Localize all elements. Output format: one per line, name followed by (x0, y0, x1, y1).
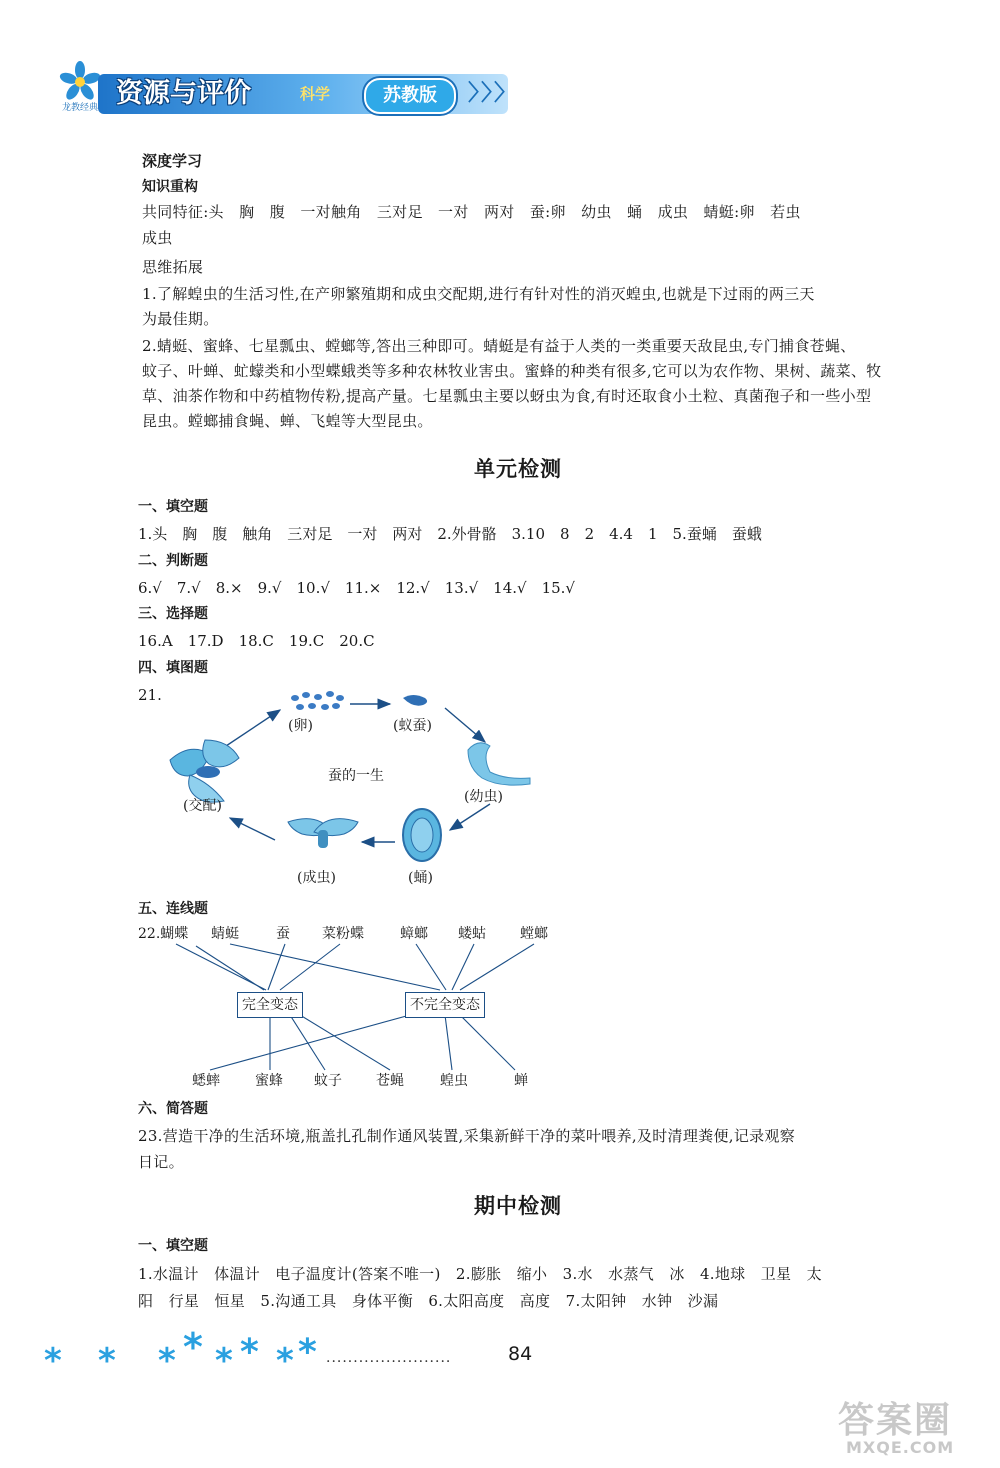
svg-text:*: * (240, 1332, 259, 1373)
midterm-title: 期中检测 (474, 1194, 562, 1218)
footer-dots: ······················· (326, 1354, 452, 1370)
q22-first-insect: 22.蝴蝶 (138, 926, 189, 942)
bottom-insect: 蜜蜂 (255, 1073, 283, 1089)
bottom-insect: 苍蝇 (376, 1073, 404, 1089)
arrows-decoration: 〉〉〉 (468, 81, 519, 106)
thinking-p2-line4: 昆虫。螳螂捕食蝇、蝉、飞蝗等大型昆虫。 (142, 412, 433, 430)
unit-s3-title: 三、选择题 (138, 606, 208, 622)
top-insect: 蝼蛄 (458, 926, 486, 942)
label-larva: (幼虫) (464, 789, 503, 805)
unit-s3-answer: 16.A 17.D 18.C 19.C 20.C (138, 632, 375, 650)
complete-metamorphosis-box: 完全变态 (237, 992, 303, 1018)
label-mating: (交配) (183, 798, 222, 814)
top-insect: 蟑螂 (400, 926, 428, 942)
knowledge-line-1: 共同特征:头 胸 腹 一对触角 三对足 一对 两对 蚕:卵 幼虫 蛹 成虫 蜻蜓:卵 若虫 (142, 203, 801, 221)
watermark-url: MXQE.COM (846, 1438, 955, 1457)
unit-s1-title: 一、填空题 (138, 499, 208, 515)
bottom-insect: 蝉 (514, 1073, 528, 1089)
label-pupa: (蛹) (408, 870, 433, 886)
thinking-p2-line1: 2.蜻蜓、蜜蜂、七星瓢虫、螳螂等,答出三种即可。蜻蜓是有益于人类的一类重要天敌昆虫,专门捕食苍蝇、 (142, 337, 856, 355)
book-title: 资源与评价 (116, 78, 251, 109)
thinking-p2-line2: 蚊子、叶蝉、虻蠓类和小型蝶蛾类等多种农林牧业害虫。蜜蜂的种类有很多,它可以为农作物、果树、蔬菜、牧 (142, 362, 882, 380)
incomplete-metamorphosis-box: 不完全变态 (405, 992, 485, 1018)
unit-s6-title: 六、简答题 (138, 1101, 208, 1117)
cycle-center-label: 蚕的一生 (328, 768, 384, 784)
unit-test-title: 单元检测 (474, 457, 562, 481)
thinking-p2-line3: 草、油茶作物和中药植物传粉,提高产量。七星瓢虫主要以蚜虫为食,有时还取食小土粒、真菌孢子和一些小型 (142, 387, 872, 405)
watermark-logo: 答案圈 (838, 1400, 953, 1441)
subject-label: 科学 (300, 85, 331, 103)
bottom-insect: 蚊子 (314, 1073, 342, 1089)
q23-line1: 23.营造干净的生活环境,瓶盖扎孔制作通风装置,采集新鲜干净的菜叶喂养,及时清理粪便,记录观察 (138, 1127, 796, 1145)
knowledge-line-2: 成虫 (142, 229, 173, 247)
unit-s5-title: 五、连线题 (138, 901, 208, 917)
question-21-number: 21. (138, 686, 162, 704)
bottom-insect: 蝗虫 (440, 1073, 468, 1089)
midterm-s1-title: 一、填空题 (138, 1238, 208, 1254)
unit-s1-answer: 1.头 胸 腹 触角 三对足 一对 两对 2.外骨骼 3.10 8 2 4.4 1 5.蚕蛹 蚕蛾 (138, 525, 762, 543)
thinking-p1-line1: 1.了解蝗虫的生活习性,在产卵繁殖期和成虫交配期,进行有针对性的消灭蝗虫,也就是下过雨的两三天 (142, 285, 815, 303)
top-insect: 蜻蜓 (211, 926, 239, 942)
svg-text:*: * (215, 1341, 233, 1380)
edition-badge: 苏教版 (364, 78, 456, 114)
thinking-title: 思维拓展 (142, 258, 204, 276)
knowledge-title: 知识重构 (142, 179, 198, 195)
q23-line2: 日记。 (138, 1153, 184, 1171)
bottom-insect: 蟋蟀 (192, 1073, 220, 1089)
svg-text:*: * (44, 1341, 62, 1380)
top-insect: 蚕 (276, 926, 290, 942)
star-decoration-icon (40, 1330, 340, 1380)
svg-text:*: * (158, 1341, 176, 1380)
svg-text:*: * (276, 1341, 294, 1380)
top-insect: 螳螂 (520, 926, 548, 942)
label-egg: (卵) (288, 718, 313, 734)
page-number: 84 (508, 1343, 533, 1365)
deep-study-title: 深度学习 (142, 152, 203, 170)
midterm-line2: 阳 行星 恒星 5.沟通工具 身体平衡 6.太阳高度 高度 7.太阳钟 水钟 沙漏 (138, 1292, 719, 1310)
unit-s2-answer: 6.√ 7.√ 8.× 9.√ 10.√ 11.× 12.√ 13.√ 14.√ 15.√ (138, 579, 575, 597)
label-adult: (成虫) (297, 870, 336, 886)
top-insect: 菜粉蝶 (322, 926, 364, 942)
svg-text:*: * (98, 1341, 116, 1380)
unit-s4-title: 四、填图题 (138, 660, 208, 676)
svg-text:*: * (298, 1332, 317, 1373)
label-ant-silkworm: (蚁蚕) (393, 718, 432, 734)
unit-s2-title: 二、判断题 (138, 553, 208, 569)
thinking-p1-line2: 为最佳期。 (142, 310, 219, 328)
midterm-line1: 1.水温计 体温计 电子温度计(答案不唯一) 2.膨胀 缩小 3.水 水蒸气 冰 4.地球 卫星 太 (138, 1265, 822, 1283)
svg-text:*: * (183, 1330, 203, 1369)
logo-label: 龙教经典 (62, 103, 99, 113)
